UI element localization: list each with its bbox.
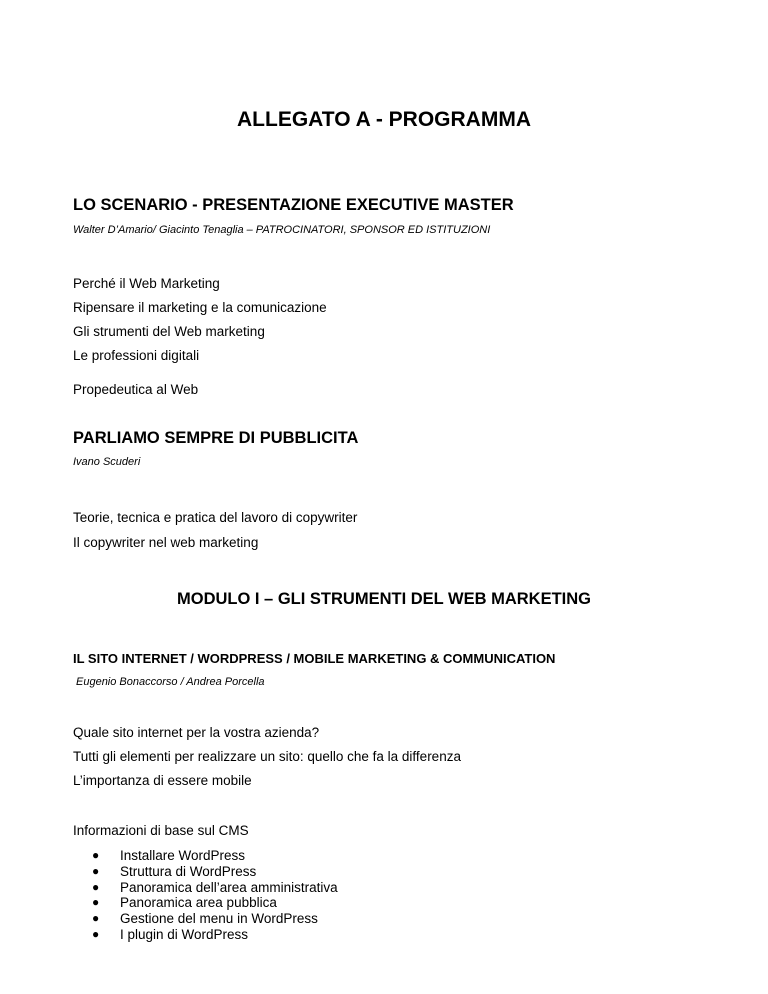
section-speakers-scenario: Walter D’Amario/ Giacinto Tenaglia – PATROCINATORI, SPONSOR ED ISTITUZIONI (73, 224, 491, 236)
bullet-icon: ● (92, 879, 100, 894)
section-heading-pubblicita: PARLIAMO SEMPRE DI PUBBLICITA (73, 429, 359, 447)
topic-item: Le professioni digitali (73, 348, 200, 363)
module-heading: MODULO I – GLI STRUMENTI DEL WEB MARKETING (176, 590, 592, 608)
bullet-icon: ● (92, 895, 100, 910)
list-item-label: Struttura di WordPress (120, 863, 257, 879)
bullet-icon: ● (92, 911, 100, 926)
topic-item: Tutti gli elementi per realizzare un sito: quello che fa la differenza (73, 749, 461, 764)
cms-bullet-list (0, 848, 338, 943)
list-item-label: Panoramica area pubblica (120, 895, 277, 911)
topic-item: Teorie, tecnica e pratica del lavoro di copywriter (73, 510, 358, 525)
list-item-label: Installare WordPress (120, 848, 246, 863)
bullet-icon: ● (92, 926, 100, 941)
topic-item: Quale sito internet per la vostra azienda? (73, 725, 320, 740)
section-speakers-pubblicita: Ivano Scuderi (73, 456, 141, 468)
section-heading-scenario: LO SCENARIO - PRESENTAZIONE EXECUTIVE MASTER (73, 196, 514, 214)
cms-intro: Informazioni di base sul CMS (73, 823, 249, 838)
list-item-label: I plugin di WordPress (120, 926, 249, 942)
bullet-icon: ● (92, 848, 100, 862)
list-item (0, 848, 338, 864)
subsection-speakers: Eugenio Bonaccorso / Andrea Porcella (76, 676, 265, 688)
document-title: ALLEGATO A - PROGRAMMA (237, 108, 531, 131)
list-item (0, 927, 338, 943)
bullet-icon: ● (92, 863, 100, 878)
list-item (0, 895, 338, 911)
topic-item: Ripensare il marketing e la comunicazione (73, 300, 327, 315)
topic-item: Gli strumenti del Web marketing (73, 324, 265, 339)
list-item-label: Panoramica dell’area amministrativa (120, 879, 338, 895)
topic-item: Il copywriter nel web marketing (73, 535, 259, 550)
topic-item: L’importanza di essere mobile (73, 773, 252, 788)
list-item (0, 880, 338, 896)
list-item-label: Gestione del menu in WordPress (120, 911, 318, 927)
subsection-heading: IL SITO INTERNET / WORDPRESS / MOBILE MARKETING & COMMUNICATION (73, 651, 556, 666)
topic-item: Propedeutica al Web (73, 382, 199, 397)
topic-item: Perché il Web Marketing (73, 276, 220, 291)
list-item (0, 864, 338, 880)
list-item (0, 911, 338, 927)
